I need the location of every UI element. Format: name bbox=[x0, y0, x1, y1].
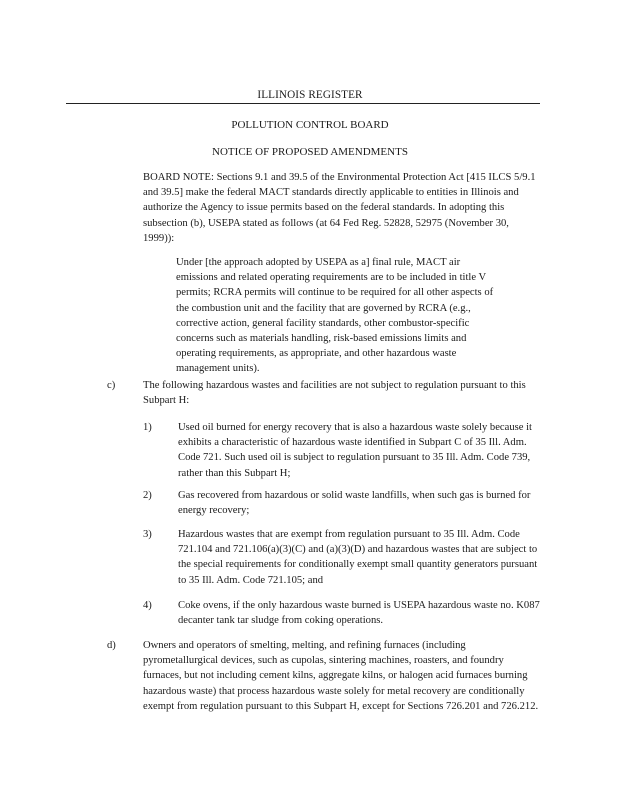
section-c-label: c) bbox=[107, 380, 116, 391]
header-rule bbox=[66, 103, 540, 104]
section-d-text: Owners and operators of smelting, melting, and refining furnaces (including pyrometallurgical devices, such as cupolas, sintering machines, roasters, and foundry furnaces, but not including cement kilns, aggregate kilns, or halogen acid furnaces burning hazardous waste) that process hazardous waste solely for metal recovery are conditionally exempt from regulation pursuant to this Subpart H, except for Sections 726.201 and 726.212. bbox=[143, 640, 539, 712]
item-2-text: Gas recovered from hazardous or solid waste landfills, when such gas is burned for energy recovery; bbox=[178, 490, 531, 517]
section-d-label: d) bbox=[107, 640, 116, 651]
register-title: ILLINOIS REGISTER bbox=[257, 89, 363, 101]
quoted-paragraph: Under [the approach adopted by USEPA as a] final rule, MACT air emissions and related operating requirements are to be included in title V permits; RCRA permits will continue to be required for all other aspects of the combustion unit and the facility that are governed by RCRA (e.g., corrective action, general facility standards, other combustor-specific concerns such as materials handling, risk-based emissions limits and operating requirements, as appropriate, and other hazardous waste management units). bbox=[176, 257, 494, 375]
item-4-text: Coke ovens, if the only hazardous waste burned is USEPA hazardous waste no. K087 decanter tank tar sludge from coking operations. bbox=[178, 600, 540, 627]
notice-title: NOTICE OF PROPOSED AMENDMENTS bbox=[212, 146, 408, 158]
item-2-label: 2) bbox=[143, 490, 152, 501]
board-note-paragraph: BOARD NOTE: Sections 9.1 and 39.5 of the Environmental Protection Act [415 ILCS 5/9.1 and 39.5] make the federal MACT standards directly applicable to entities in Illinois and authorize the Agency to issue permits based on the federal standards. In adopting this subsection (b), USEPA stated as follows (at 64 Fed Reg. 52828, 52975 (November 30, 1999)): bbox=[143, 172, 536, 244]
item-1-label: 1) bbox=[143, 422, 152, 433]
item-1-text: Used oil burned for energy recovery that is also a hazardous waste solely because it exhibits a characteristic of hazardous waste identified in Subpart C of 35 Ill. Adm. Code 721. Such used oil is subject to regulation pursuant to 35 Ill. Adm. Code 739, rather than this Subpart H; bbox=[178, 422, 532, 479]
item-4-label: 4) bbox=[143, 600, 152, 611]
item-3-text: Hazardous wastes that are exempt from regulation pursuant to 35 Ill. Adm. Code 721.104 and 721.106(a)(3)(C) and (a)(3)(D) and hazardous wastes that are subject to the special requirements for conditionally exempt small quantity generators pursuant to 35 Ill. Adm. Code 721.105; and bbox=[178, 529, 538, 586]
board-title: POLLUTION CONTROL BOARD bbox=[231, 119, 389, 131]
item-3-label: 3) bbox=[143, 529, 152, 540]
section-c-text: The following hazardous wastes and facilities are not subject to regulation pursuant to this Subpart H: bbox=[143, 380, 526, 407]
